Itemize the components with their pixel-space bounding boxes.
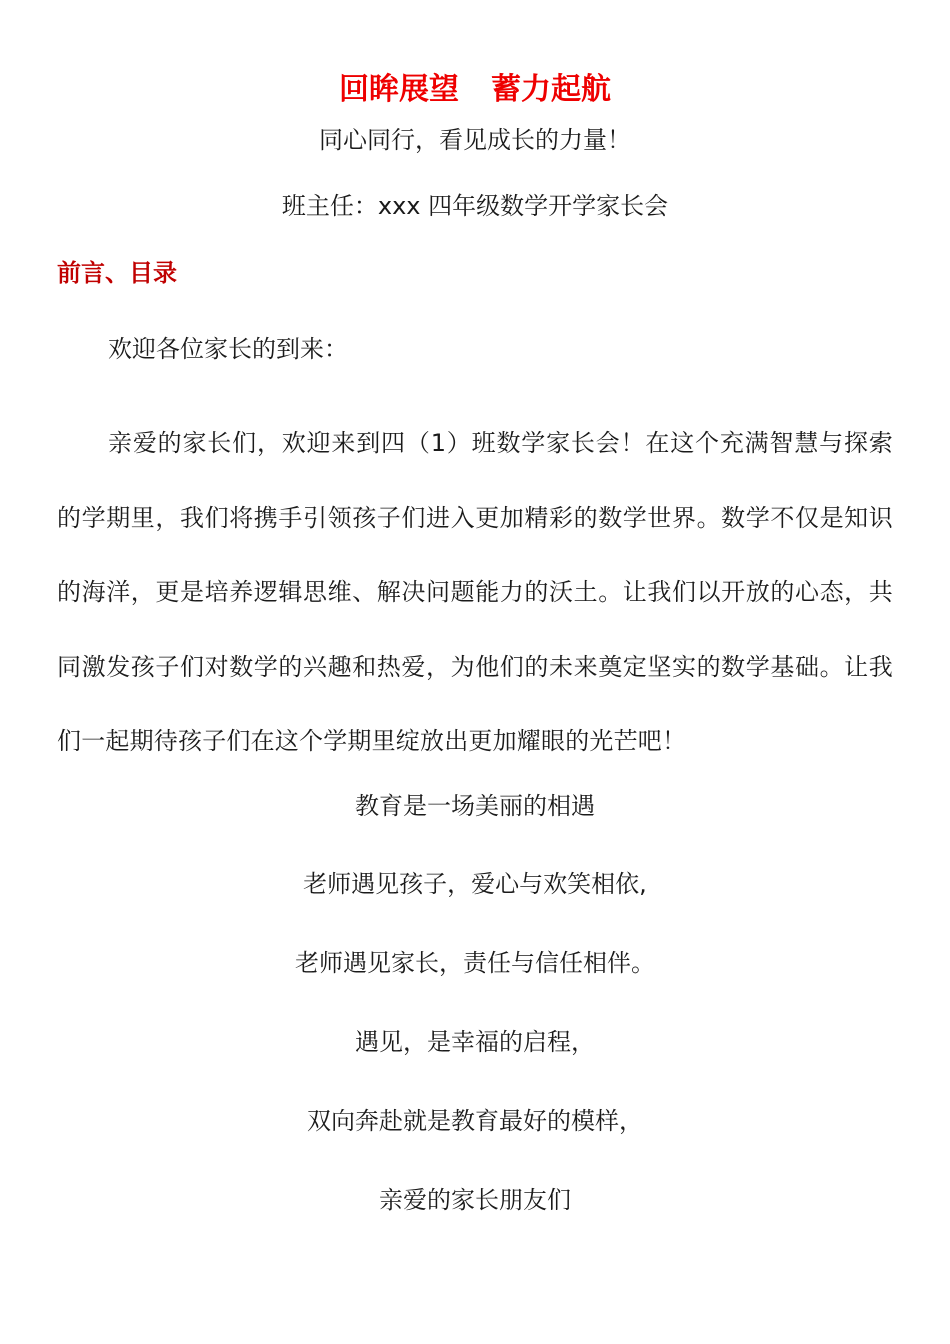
poem-line: 双向奔赴就是教育最好的模样， [307, 1107, 643, 1135]
welcome-line: 欢迎各位家长的到来： [108, 335, 348, 363]
intro-paragraph: 亲爱的家长们，欢迎来到四（1）班数学家长会！在这个充满智慧与探索的学期里，我们将携手引领孩子们进入更加精彩的数学世界。数学不仅是知识的海洋，更是培养逻辑思维、解决问题能力的沃土。让我们以开放的心态，共同激发孩子们对数学的兴趣和热爱，为他们的未来奠定坚实的数学基础。让我们一起期待孩子们在这个学期里绽放出更加耀眼的光芒吧！ [57, 429, 893, 755]
poem-line: 教育是一场美丽的相遇 [355, 792, 595, 820]
poem-line: 亲爱的家长朋友们 [379, 1186, 571, 1214]
section-heading: 前言、目录 [57, 259, 177, 287]
document-title [0, 70, 950, 110]
poem-line: 老师遇见孩子，爱心与欢笑相依, [303, 870, 647, 898]
title-part-1: 回眸展望 [339, 72, 459, 107]
meta-line: 班主任：xxx 四年级数学开学家长会 [281, 192, 669, 220]
poem-line: 遇见，是幸福的启程， [355, 1028, 595, 1056]
subtitle: 同心同行，看见成长的力量！ [319, 126, 631, 154]
poem-line: 老师遇见家长，责任与信任相伴。 [295, 949, 655, 977]
title-part-2: 蓄力起航 [491, 72, 611, 107]
